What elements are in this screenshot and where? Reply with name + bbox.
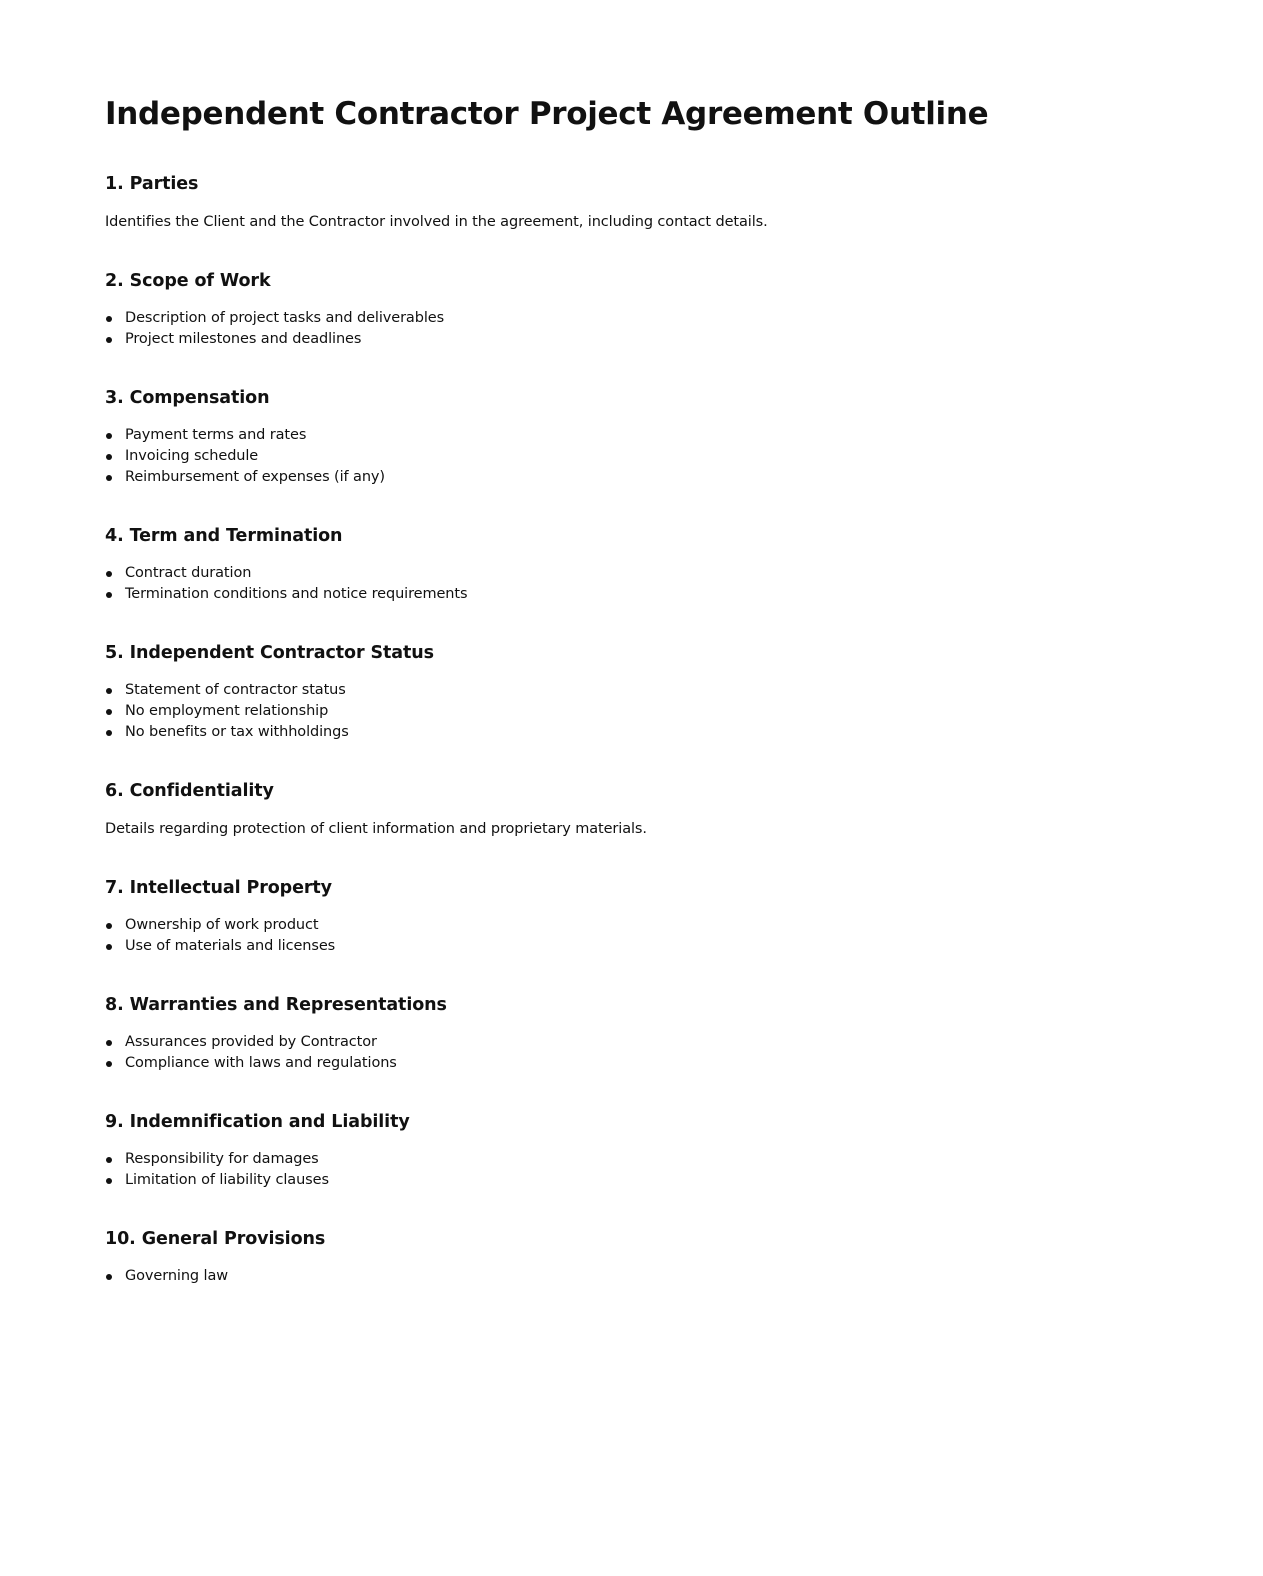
- list-item: Ownership of work product: [105, 915, 1205, 936]
- list-item: No benefits or tax withholdings: [105, 722, 1205, 743]
- section-heading: 6. Confidentiality: [105, 781, 274, 801]
- bullet-list: [105, 1032, 1205, 1074]
- list-item: Responsibility for damages: [105, 1149, 1205, 1170]
- section-heading: 8. Warranties and Representations: [105, 995, 447, 1015]
- document-content: [105, 170, 1205, 1287]
- bullet-list: [105, 1266, 1205, 1287]
- section-compensation: [105, 384, 1205, 488]
- section-heading: 9. Indemnification and Liability: [105, 1112, 410, 1132]
- section-parties: [105, 170, 1205, 233]
- list-item: Statement of contractor status: [105, 680, 1205, 701]
- list-item: No employment relationship: [105, 701, 1205, 722]
- bullet-list: [105, 425, 1205, 488]
- section-general-provisions: [105, 1225, 1205, 1287]
- section-heading: 5. Independent Contractor Status: [105, 643, 434, 663]
- list-item: Reimbursement of expenses (if any): [105, 467, 1205, 488]
- list-item: Assurances provided by Contractor: [105, 1032, 1205, 1053]
- list-item: Use of materials and licenses: [105, 936, 1205, 957]
- bullet-list: [105, 1149, 1205, 1191]
- document-page: [105, 0, 1205, 1295]
- section-scope-of-work: [105, 267, 1205, 350]
- section-intellectual-property: [105, 874, 1205, 957]
- list-item: Governing law: [105, 1266, 1205, 1287]
- list-item: Contract duration: [105, 563, 1205, 584]
- section-heading: 4. Term and Termination: [105, 526, 343, 546]
- section-indemnification: [105, 1108, 1205, 1191]
- section-heading: 3. Compensation: [105, 388, 270, 408]
- section-heading: 10. General Provisions: [105, 1229, 326, 1249]
- section-confidentiality: [105, 777, 1205, 840]
- bullet-list: [105, 563, 1205, 605]
- section-warranties: [105, 991, 1205, 1074]
- list-item: Description of project tasks and deliverables: [105, 308, 1205, 329]
- section-text: Identifies the Client and the Contractor involved in the agreement, including contact details.: [105, 214, 768, 230]
- list-item: Project milestones and deadlines: [105, 329, 1205, 350]
- bullet-list: [105, 308, 1205, 350]
- list-item: Limitation of liability clauses: [105, 1170, 1205, 1191]
- list-item: Payment terms and rates: [105, 425, 1205, 446]
- bullet-list: [105, 680, 1205, 743]
- page-title: Independent Contractor Project Agreement Outline: [105, 96, 989, 132]
- section-term-and-termination: [105, 522, 1205, 605]
- bullet-list: [105, 915, 1205, 957]
- section-heading: 2. Scope of Work: [105, 271, 271, 291]
- section-heading: 1. Parties: [105, 174, 199, 194]
- list-item: Invoicing schedule: [105, 446, 1205, 467]
- list-item: Termination conditions and notice requirements: [105, 584, 1205, 605]
- section-contractor-status: [105, 639, 1205, 743]
- section-text: Details regarding protection of client information and proprietary materials.: [105, 821, 647, 837]
- section-heading: 7. Intellectual Property: [105, 878, 332, 898]
- list-item: Compliance with laws and regulations: [105, 1053, 1205, 1074]
